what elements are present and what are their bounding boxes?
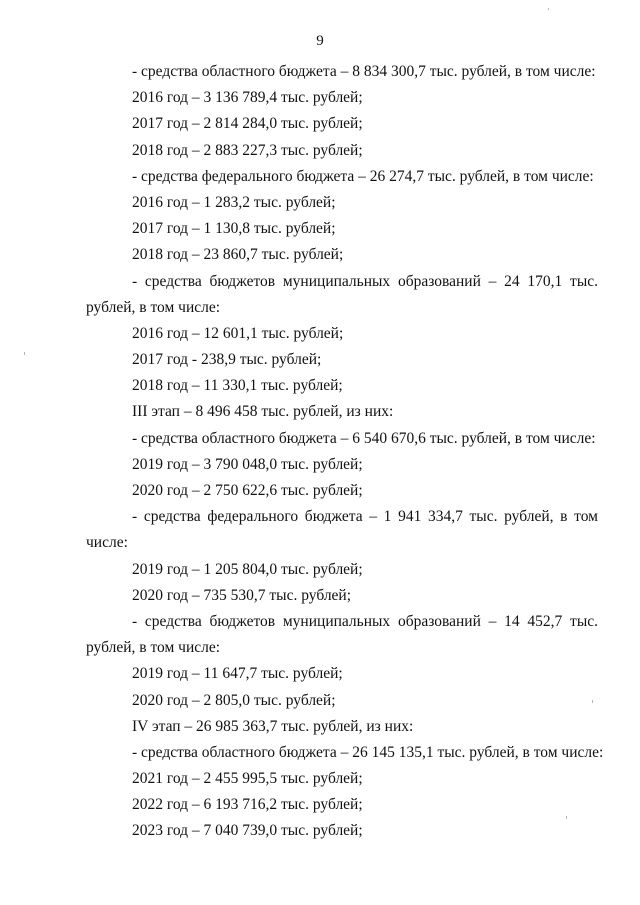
- text-line: 2019 год – 3 790 048,0 тыс. рублей;: [132, 455, 363, 473]
- text-line: III этап – 8 496 458 тыс. рублей, из них:: [132, 403, 394, 421]
- text-line: - средства областного бюджета – 6 540 670,6 тыс. рублей, в том числе:: [132, 429, 596, 447]
- text-line: - средства бюджетов муниципальных образований – 14 452,7 тыс.: [132, 612, 598, 630]
- text-line: 2018 год – 11 330,1 тыс. рублей;: [132, 377, 343, 395]
- text-line: - средства областного бюджета – 8 834 300,7 тыс. рублей, в том числе:: [132, 63, 596, 80]
- text-line: - средства областного бюджета – 26 145 135,1 тыс. рублей, в том числе:: [132, 743, 604, 761]
- scan-speck: [24, 352, 25, 355]
- text-line: 2019 год – 11 647,7 тыс. рублей;: [132, 665, 343, 683]
- text-line: рублей, в том числе:: [86, 298, 221, 316]
- text-line: - средства бюджетов муниципальных образований – 24 170,1 тыс.: [132, 272, 598, 290]
- text-line: 2020 год – 2 805,0 тыс. рублей;: [132, 691, 336, 709]
- text-line: 2020 год – 2 750 622,6 тыс. рублей;: [132, 482, 363, 499]
- text-line: числе:: [86, 534, 128, 552]
- text-line: - средства федерального бюджета – 26 274,7 тыс. рублей, в том числе:: [132, 167, 594, 185]
- text-line: 2017 год – 1 130,8 тыс. рублей;: [132, 220, 336, 238]
- text-line: 2016 год – 12 601,1 тыс. рублей;: [132, 324, 344, 342]
- text-line: 2020 год – 735 530,7 тыс. рублей;: [132, 586, 352, 604]
- scan-speck: [548, 8, 549, 10]
- scan-speck: [566, 816, 567, 819]
- text-line: 2023 год – 7 040 739,0 тыс. рублей;: [132, 822, 363, 840]
- text-line: 2022 год – 6 193 716,2 тыс. рублей;: [132, 796, 363, 814]
- text-line: 2017 год – 2 814 284,0 тыс. рублей;: [132, 115, 363, 133]
- text-line: IV этап – 26 985 363,7 тыс. рублей, из них:: [132, 717, 414, 735]
- text-line: 2021 год – 2 455 995,5 тыс. рублей;: [132, 770, 363, 788]
- text-line: 2016 год – 1 283,2 тыс. рублей;: [132, 193, 336, 211]
- text-line: рублей, в том числе:: [86, 639, 221, 657]
- text-line: 2016 год – 3 136 789,4 тыс. рублей;: [132, 89, 363, 107]
- page-number: 9: [316, 33, 324, 49]
- text-line: 2017 год - 238,9 тыс. рублей;: [132, 351, 322, 369]
- document-body: [86, 59, 604, 845]
- text-line: 2018 год – 2 883 227,3 тыс. рублей;: [132, 141, 363, 159]
- text-line: 2018 год – 23 860,7 тыс. рублей;: [132, 246, 344, 264]
- text-line: - средства федерального бюджета – 1 941 334,7 тыс. рублей, в том: [132, 508, 598, 526]
- scan-speck: [592, 700, 593, 703]
- text-line: 2019 год – 1 205 804,0 тыс. рублей;: [132, 560, 363, 578]
